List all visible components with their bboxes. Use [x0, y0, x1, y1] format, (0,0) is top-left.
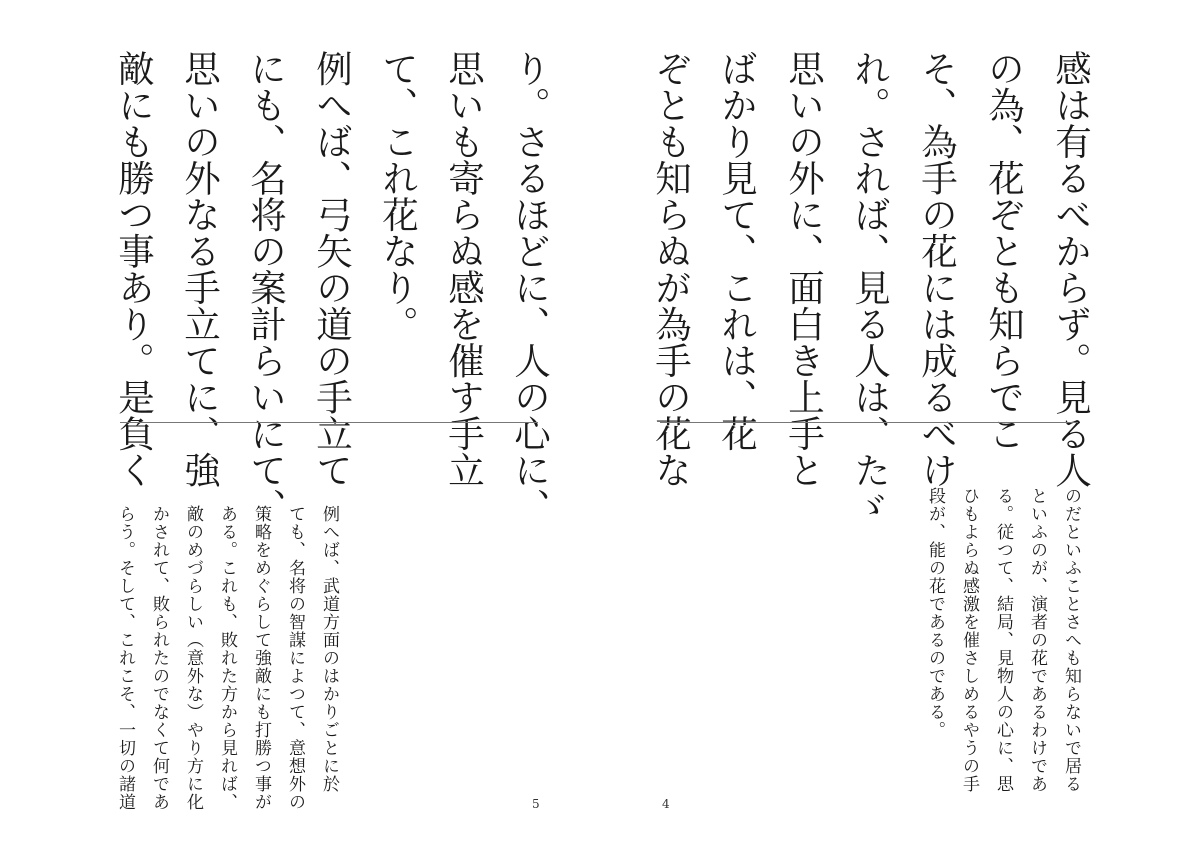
- page5-main-col-5: にも、名将の案計らいにて、: [244, 50, 288, 525]
- page5-note-col-4: ある。これも、敗れた方から見れば、: [217, 505, 237, 811]
- page5-note-col-2: ても、名将の智謀によつて、意想外の: [285, 505, 305, 811]
- page5-note-col-7: らう。そして、これこそ、一切の諸道: [115, 505, 135, 811]
- page5-main-col-6: 思いの外なる手立てに、強: [178, 50, 222, 488]
- page5-note-col-5: 敵のめづらしい（意外な）やり方に化: [183, 505, 203, 811]
- page5-note-col-3: 策略をめぐらして強敵にも打勝つ事が: [251, 505, 271, 811]
- page4-main-col-2: の為、花ぞとも知らでこ: [982, 50, 1026, 452]
- page5-main-col-3: て、これ花なり。: [376, 50, 420, 342]
- page5-folio: 5: [532, 797, 540, 811]
- page5-main-col-1: り。さるほどに、人の心に、: [508, 50, 552, 525]
- page4-divider-rule: [660, 422, 1078, 423]
- page4-main-col-7: ぞとも知らぬが為手の花な: [649, 50, 693, 488]
- page5-main-col-2: 思いも寄らぬ感を催す手立: [442, 50, 486, 488]
- page5-main-col-7: 敵にも勝つ事あり。是負く: [112, 50, 156, 488]
- page4-main-col-4: れ。されば、見る人は、たゞ: [848, 50, 892, 525]
- page4-main-col-1: 感は有るべからず。見る人: [1049, 50, 1093, 488]
- page4-note-col-1: のだといふことさへも知らないで居る: [1061, 487, 1081, 793]
- page4-note-col-2: といふのが、演者の花であるわけであ: [1027, 487, 1047, 793]
- page5-note-col-1: 例へば、武道方面のはかりごとに於: [319, 505, 339, 793]
- page5-main-col-4: 例へば、弓矢の道の手立て: [310, 50, 354, 488]
- page5-divider-rule: [120, 422, 538, 423]
- page4-note-col-4: ひもよらぬ感激を催さしめるやうの手: [959, 487, 979, 793]
- page4-folio: 4: [662, 797, 670, 811]
- page4-main-col-6: ばかり見て、これは、花: [715, 50, 759, 452]
- page5-note-col-6: かされて、敗られたのでなくて何であ: [149, 505, 169, 811]
- page4-note-col-5: 段が、能の花であるのである。: [925, 487, 945, 739]
- page4-main-col-3: そ、為手の花には成るべけ: [915, 50, 959, 488]
- page4-main-col-5: 思いの外に、面白き上手と: [782, 50, 826, 488]
- page4-note-col-3: る。従つて、結局、見物人の心に、思: [993, 487, 1013, 793]
